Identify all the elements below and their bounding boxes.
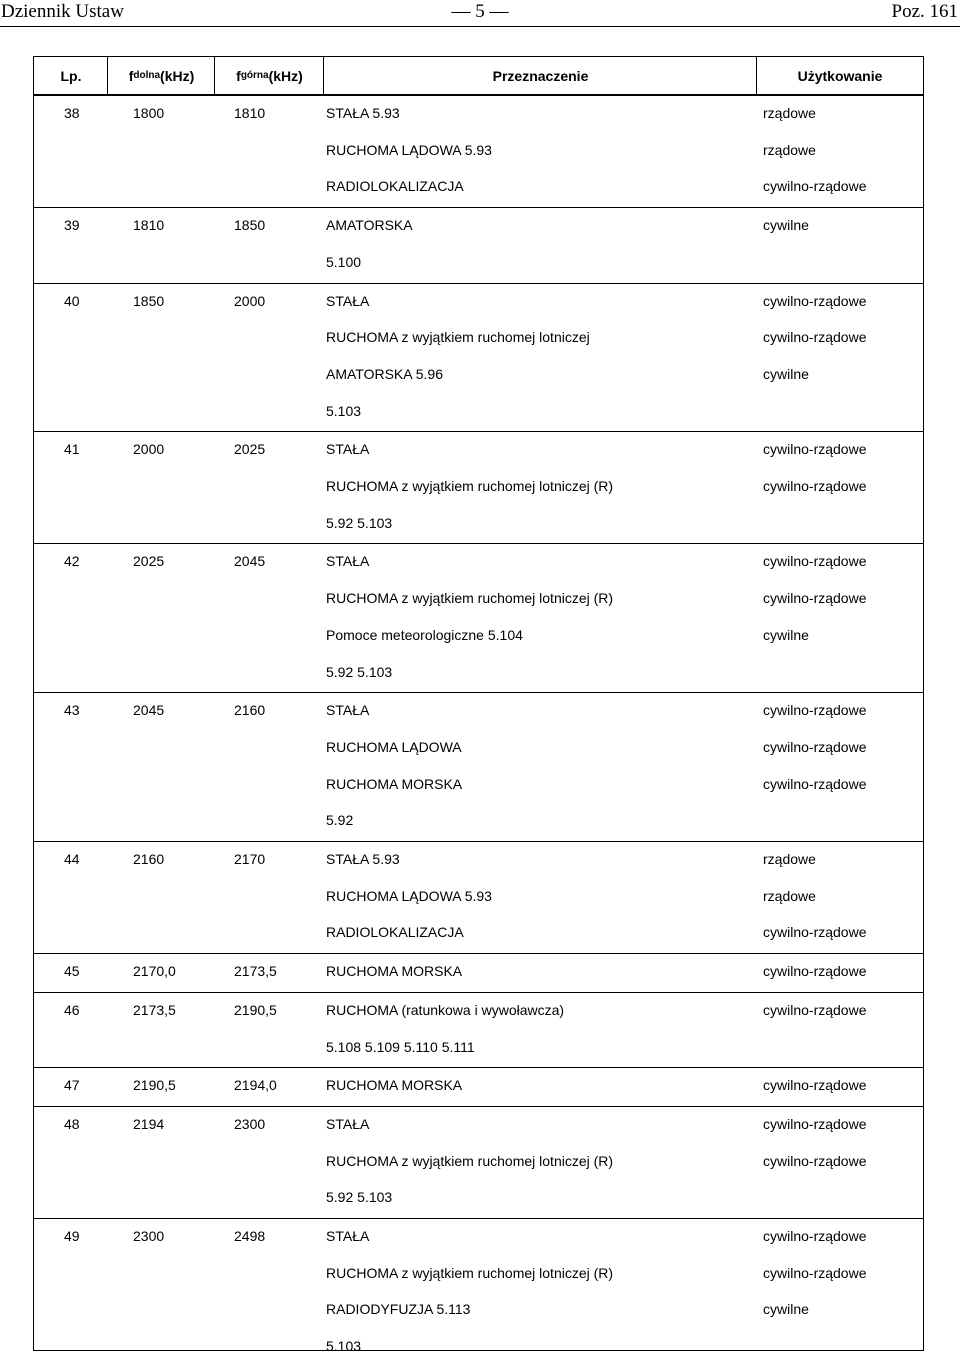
frequency-low: 2160 [133,851,165,867]
frequency-high: 2190,5 [234,1001,277,1018]
row-number: 44 [64,851,80,867]
row-number: 46 [64,1001,80,1018]
frequency-low: 1850 [133,292,165,309]
usage-text: cywilne [763,217,809,234]
row-number: 47 [64,1077,80,1094]
purpose-text: RUCHOMA LĄDOWA 5.93 [326,887,492,904]
row-number: 38 [64,105,80,121]
purpose-text: STAŁA [326,292,370,309]
frequency-low: 2170,0 [133,963,176,980]
usage-text: cywilno-rządowe [763,590,867,607]
purpose-text: RUCHOMA (ratunkowa i wywoławcza) [326,1001,565,1018]
header-f-high: f górna (kHz) [236,68,303,84]
row-number: 42 [64,553,80,570]
usage-text: cywilno-rządowe [763,478,867,494]
purpose-text: RADIODYFUZJA 5.113 [326,1301,471,1318]
frequency-high: 2498 [234,1228,266,1244]
usage-text: cywilno-rządowe [763,178,867,195]
usage-text: cywilno-rządowe [763,963,867,980]
purpose-text: RUCHOMA MORSKA [326,1077,463,1094]
header-rule [0,26,960,27]
row-number: 41 [64,441,80,458]
row-separator [34,1106,923,1107]
header-lp: Lp. [60,68,82,84]
purpose-text: AMATORSKA [326,217,413,234]
purpose-text: 5.100 [326,253,362,270]
purpose-text: STAŁA 5.93 [326,851,400,867]
usage-text: rządowe [763,105,816,121]
frequency-high: 2000 [234,292,266,309]
purpose-text: STAŁA [326,1228,370,1244]
usage-text: cywilno-rządowe [763,1115,867,1132]
purpose-text: RUCHOMA z wyjątkiem ruchomej lotniczej (R) [326,590,614,607]
purpose-text: AMATORSKA 5.96 [326,365,443,382]
usage-text: rządowe [763,141,816,158]
header-usage: Użytkowanie [797,68,883,84]
header-divider [756,57,757,94]
frequency-low: 2300 [133,1228,165,1244]
purpose-text: RADIOLOKALIZACJA [326,178,464,195]
purpose-text: STAŁA 5.93 [326,105,400,121]
frequency-low: 2045 [133,702,165,719]
row-number: 48 [64,1115,80,1132]
frequency-high: 1810 [234,105,266,121]
usage-text: cywilno-rządowe [763,1264,867,1281]
usage-text: cywilno-rządowe [763,1228,867,1244]
header-purpose: Przeznaczenie [492,68,589,84]
frequency-low: 1800 [133,105,165,121]
purpose-text: 5.92 [326,812,354,829]
usage-text: cywilno-rządowe [763,702,867,719]
position-number: Poz. 161 [891,1,958,22]
header-f-low: f dolna (kHz) [128,68,195,84]
frequency-low: 2173,5 [133,1001,176,1018]
row-number: 45 [64,963,80,980]
row-separator [34,431,923,432]
usage-text: cywilno-rządowe [763,1152,867,1169]
row-number: 39 [64,217,80,234]
page-header [0,0,960,28]
frequency-high: 2160 [234,702,266,719]
purpose-text: RUCHOMA MORSKA [326,775,463,792]
usage-text: cywilne [763,626,809,643]
frequency-high: 2194,0 [234,1077,277,1094]
row-number: 49 [64,1228,80,1244]
frequency-high: 2173,5 [234,963,277,980]
purpose-text: 5.92 5.103 [326,514,393,531]
purpose-text: 5.92 5.103 [326,663,393,680]
page-number: — 5 — [451,1,509,22]
header-divider [323,57,324,94]
row-separator [34,1067,923,1068]
row-separator [34,841,923,842]
frequency-low: 1810 [133,217,165,234]
purpose-text: STAŁA [326,553,370,570]
purpose-text: 5.103 [326,1338,362,1354]
frequency-low: 2000 [133,441,165,458]
frequency-allocation-table [33,56,924,1354]
header-divider [214,57,215,94]
row-separator [34,1218,923,1219]
purpose-text: 5.108 5.109 5.110 5.111 [326,1038,475,1055]
frequency-low: 2025 [133,553,165,570]
row-number: 43 [64,702,80,719]
usage-text: cywilne [763,365,809,382]
purpose-text: RUCHOMA LĄDOWA [326,738,462,755]
row-separator [34,283,923,284]
frequency-high: 2045 [234,553,266,570]
frequency-high: 2300 [234,1115,266,1132]
usage-text: cywilne [763,1301,809,1318]
row-separator [34,992,923,993]
usage-text: cywilno-rządowe [763,1077,867,1094]
purpose-text: STAŁA [326,1115,370,1132]
purpose-text: 5.103 [326,402,362,419]
usage-text: rządowe [763,887,816,904]
usage-text: cywilno-rządowe [763,292,867,309]
purpose-text: Pomoce meteorologiczne 5.104 [326,626,523,643]
usage-text: rządowe [763,851,816,867]
purpose-text: 5.92 5.103 [326,1189,393,1206]
row-separator [34,207,923,208]
purpose-text: RUCHOMA z wyjątkiem ruchomej lotniczej (R) [326,1152,614,1169]
purpose-text: RUCHOMA LĄDOWA 5.93 [326,141,492,158]
frequency-low: 2190,5 [133,1077,176,1094]
usage-text: cywilno-rządowe [763,329,867,346]
row-separator [34,692,923,693]
frequency-high: 2170 [234,851,266,867]
usage-text: cywilno-rządowe [763,1001,867,1018]
row-separator [34,543,923,544]
row-separator [34,953,923,954]
purpose-text: RUCHOMA MORSKA [326,963,463,980]
header-bottom-rule [34,94,923,96]
purpose-text: RUCHOMA z wyjątkiem ruchomej lotniczej (R) [326,1264,614,1281]
usage-text: cywilno-rządowe [763,553,867,570]
header-divider [107,57,108,94]
usage-text: cywilno-rządowe [763,738,867,755]
journal-title: Dziennik Ustaw [1,1,124,22]
purpose-text: STAŁA [326,702,370,719]
usage-text: cywilno-rządowe [763,441,867,458]
purpose-text: RUCHOMA z wyjątkiem ruchomej lotniczej [326,329,590,346]
row-number: 40 [64,292,80,309]
frequency-high: 2025 [234,441,266,458]
purpose-text: RUCHOMA z wyjątkiem ruchomej lotniczej (R) [326,478,614,494]
purpose-text: STAŁA [326,441,370,458]
purpose-text: RADIOLOKALIZACJA [326,924,464,941]
usage-text: cywilno-rządowe [763,924,867,941]
usage-text: cywilno-rządowe [763,775,867,792]
frequency-high: 1850 [234,217,266,234]
frequency-low: 2194 [133,1115,165,1132]
